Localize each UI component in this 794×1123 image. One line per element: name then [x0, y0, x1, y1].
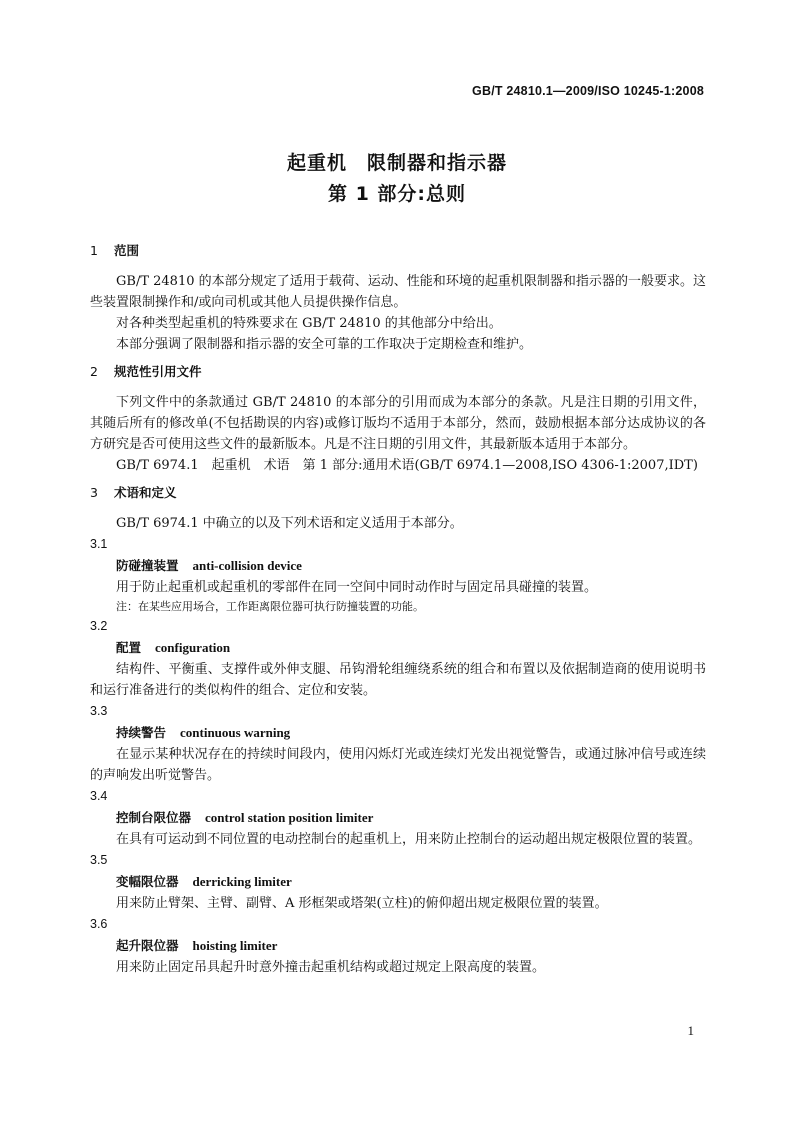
- term-name: 持续警告 continuous warning: [116, 725, 291, 740]
- term-number: 3.3: [90, 704, 108, 718]
- term-number: 3.4: [90, 789, 108, 803]
- document-body: [90, 240, 706, 978]
- term-definition: 结构件、平衡重、支撑件或外伸支腿、吊钩滑轮组缠绕系统的组合和布置以及依据制造商的使用说明书和运行准备进行的类似构件的组合、定位和安装。: [90, 662, 706, 698]
- page-number: 1: [687, 1023, 694, 1038]
- standard-code: GB/T 24810.1—2009/ISO 10245-1:2008: [472, 84, 704, 98]
- document-title: 起重机 限制器和指示器: [286, 152, 507, 174]
- term-note: 注：在某些应用场合，工作距离限位器可执行防撞装置的功能。: [116, 600, 424, 613]
- term-number: 3.1: [90, 537, 108, 551]
- paragraph: 本部分强调了限制器和指示器的安全可靠的工作取决于定期检查和维护。: [116, 337, 533, 352]
- term-number: 3.5: [90, 853, 108, 867]
- term-number: 3.6: [90, 917, 108, 931]
- term-definition: 用于防止起重机或起重机的零部件在同一空间中同时动作时与固定吊具碰撞的装置。: [116, 580, 598, 595]
- term-definition: 用来防止固定吊具起升时意外撞击起重机结构或超过规定上限高度的装置。: [116, 960, 546, 975]
- term-name: 起升限位器 hoisting limiter: [116, 938, 278, 953]
- paragraph: 对各种类型起重机的特殊要求在 GB/T 24810 的其他部分中给出。: [116, 316, 502, 331]
- paragraph: GB/T 6974.1 中确立的以及下列术语和定义适用于本部分。: [116, 516, 463, 531]
- reference-item: GB/T 6974.1 起重机 术语 第 1 部分:通用术语(GB/T 6974.1—2008,ISO 4306-1:2007,IDT): [116, 458, 698, 473]
- term-number: 3.2: [90, 619, 108, 633]
- paragraph: GB/T 24810 的本部分规定了适用于载荷、运动、性能和环境的起重机限制器和指示器的一般要求。这些装置限制操作和/或向司机或其他人员提供操作信息。: [90, 274, 706, 310]
- term-name: 配置 configuration: [116, 640, 231, 655]
- section-heading-references: 2 规范性引用文件: [90, 364, 202, 379]
- section-heading-scope: 1 范围: [90, 243, 140, 258]
- document-subtitle: 第 1 部分:总则: [327, 183, 467, 205]
- term-name: 防碰撞装置 anti-collision device: [116, 558, 302, 573]
- term-definition: 在显示某种状况存在的持续时间段内，使用闪烁灯光或连续灯光发出视觉警告，或通过脉冲信号或连续的声响发出听觉警告。: [90, 747, 706, 783]
- paragraph: 下列文件中的条款通过 GB/T 24810 的本部分的引用而成为本部分的条款。凡是注日期的引用文件，其随后所有的修改单(不包括勘误的内容)或修订版均不适用于本部分，然而，鼓励根据本部分达成协议的各方研究是否可使用这些文件的最新版本。凡是不注日期的引用文件，其最新版本适用于本部分。: [90, 395, 706, 452]
- term-name: 变幅限位器 derricking limiter: [116, 874, 292, 889]
- section-heading-terms: 3 术语和定义: [90, 485, 177, 500]
- term-definition: 在具有可运动到不同位置的电动控制台的起重机上，用来防止控制台的运动超出规定极限位置的装置。: [116, 832, 702, 847]
- term-definition: 用来防止臂架、主臂、副臂、A 形框架或塔架(立柱)的俯仰超出规定极限位置的装置。: [116, 896, 608, 911]
- term-name: 控制台限位器 control station position limiter: [116, 810, 374, 825]
